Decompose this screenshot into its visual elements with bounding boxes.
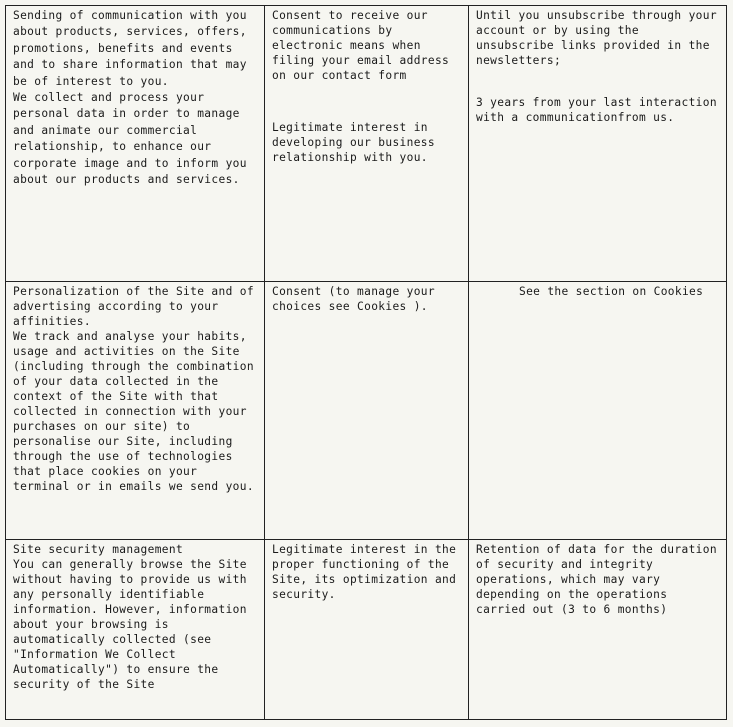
purpose-description: You can generally browse the Site without having to provide us with any personally identifiable information. However, information about your browsing is automatically collected (see "Information We Collect Automatically") to ensure the security of the Site (13, 558, 254, 691)
purpose-description: We collect and process your personal data in order to manage and animate our commercial relationship, to enhance our corporate image and to inform you about our products and services. (13, 91, 254, 187)
retention-cell (469, 540, 726, 719)
legal-basis-cell (265, 282, 469, 540)
purpose-title: Sending of communication with you about products, services, offers, promotions, benefits and events and to share information that may be of interest to you. (13, 9, 254, 88)
legal-basis-text: Legitimate interest in developing our business relationship with you. (272, 121, 443, 164)
purpose-description: We track and analyse your habits, usage and activities on the Site (including through the combination of your data collected in the context of the Site with that collected in connection with your purchases on our site) to personalise our Site, including through the use of technologies that place cookies on your terminal or in emails we send you. (13, 330, 261, 493)
data-processing-table (5, 5, 727, 720)
legal-basis-text: Legitimate interest in the proper functioning of the Site, its optimization and security. (272, 543, 464, 601)
purpose-title: Site security management (13, 543, 184, 556)
legal-basis-cell (265, 6, 469, 282)
retention-text: Until you unsubscribe through your account or by using the unsubscribe links provided in the newsletters; (476, 9, 724, 67)
retention-text: See the section on Cookies (519, 285, 704, 298)
retention-text: 3 years from your last interaction with a communicationfrom us. (476, 96, 724, 124)
legal-basis-text: Consent (to manage your choices see Cookies ). (272, 285, 443, 313)
retention-text: Retention of data for the duration of security and integrity operations, which may vary depending on the operations carried out (3 to 6 months) (476, 543, 724, 616)
legal-basis-cell (265, 540, 469, 719)
purpose-title: Personalization of the Site and of advertising according to your affinities. (13, 285, 261, 328)
legal-basis-text: Consent to receive our communications by electronic means when filing your email address on our contact form (272, 9, 457, 82)
retention-cell (469, 282, 726, 540)
purpose-cell (6, 6, 265, 282)
retention-cell (469, 6, 726, 282)
purpose-cell (6, 540, 265, 719)
purpose-cell (6, 282, 265, 540)
